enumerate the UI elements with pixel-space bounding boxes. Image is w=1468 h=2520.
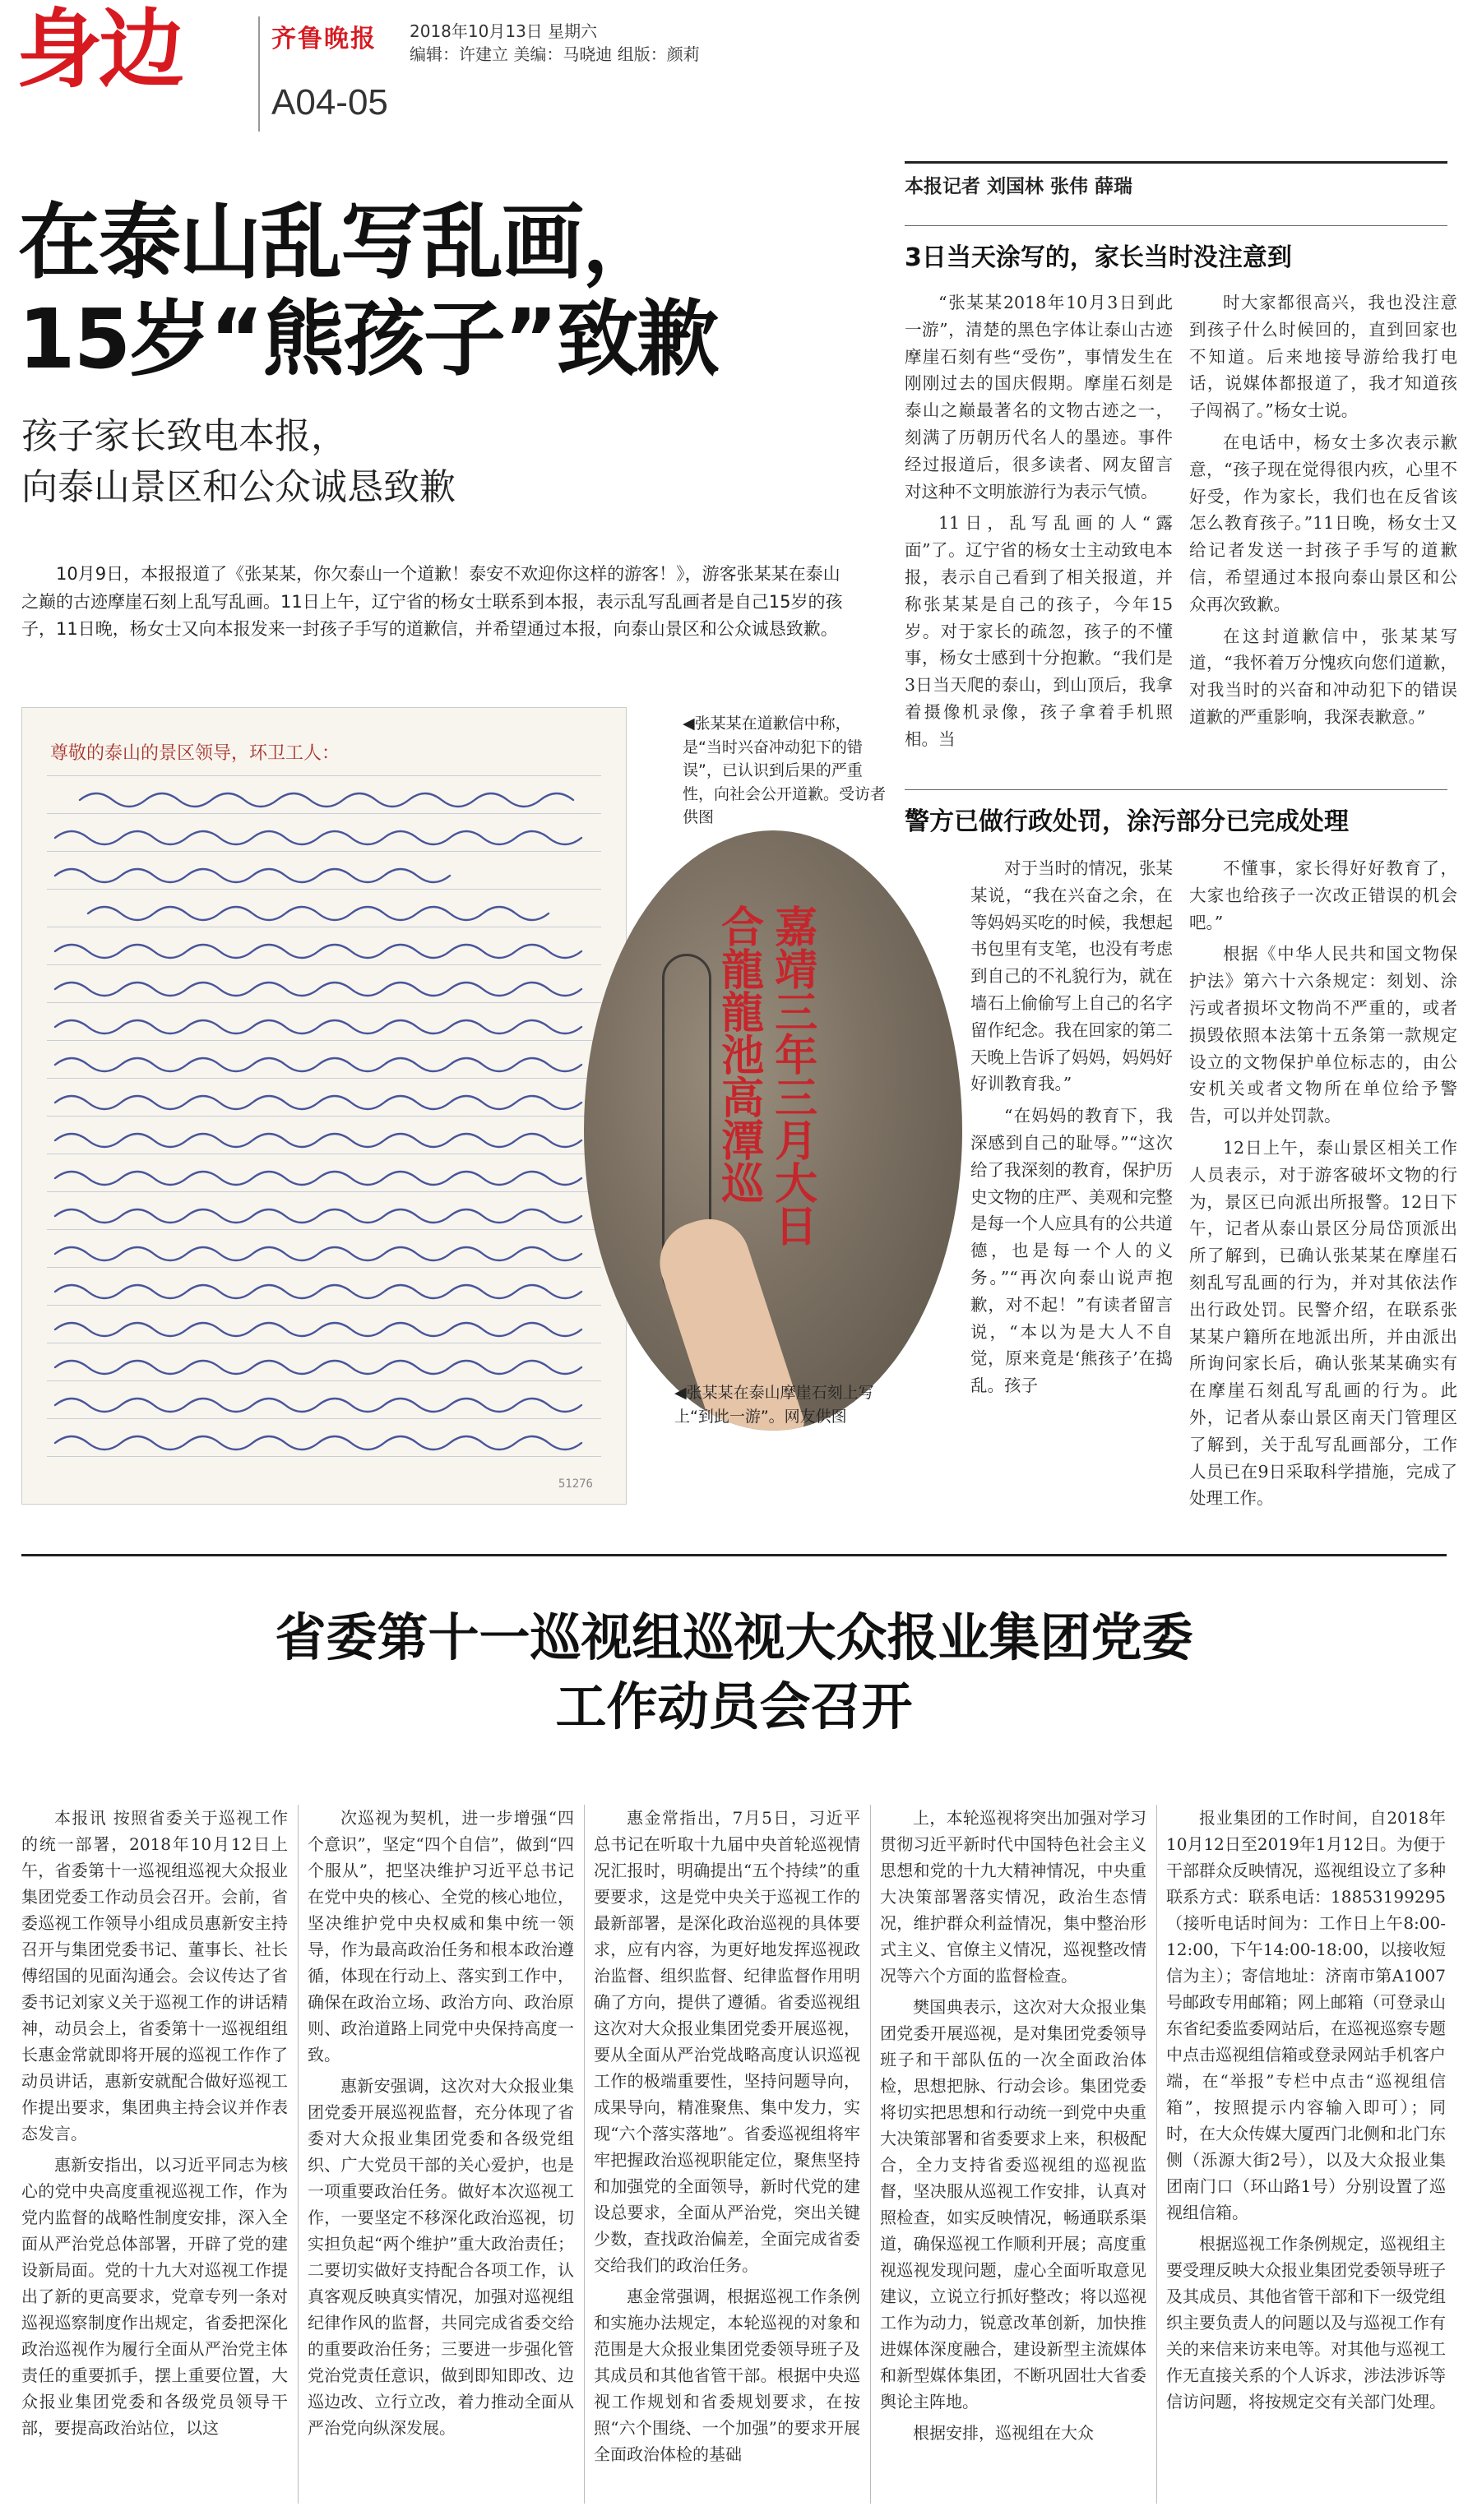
- story2-column-1: [21, 1805, 288, 2446]
- paragraph: “在妈妈的教育下，我深感到自己的耻辱。”“这次给了我深刻的教育，保护历史文物的庄严、美观和完整是每一个人应具有的公共道德，也是每一个人的义务。”“再次向泰山说声抱歉，对不起！”有读者留言说，“本以为是大人不自觉，原来竟是‘熊孩子’在捣乱。孩子: [970, 1106, 1173, 1396]
- story2-headline: [0, 1603, 1468, 1741]
- paragraph: 本报讯 按照省委关于巡视工作的统一部署，2018年10月12日上午，省委第十一巡视组巡视大众报业集团党委工作动员会召开。会前，省委巡视工作领导小组成员惠新安主持召开与集团党委书记、董事长、社长傅绍国的见面沟通会。会议传达了省委书记刘家义关于巡视工作的讲话精神，动员会上，省委第十一巡视组组长惠金常就即将开展的巡视工作作了动员讲话，惠新安就配合做好巡视工作提出要求，集团典主持会议并作表态发言。: [21, 1808, 288, 2143]
- issue-meta: [410, 20, 700, 66]
- section-title: 身边: [16, 0, 182, 99]
- rock-carving-text-2: 合龍龍池高潭巡: [713, 904, 764, 1204]
- byline: 本报记者 刘国林 张伟 薛瑞: [905, 176, 1133, 197]
- paragraph: 对于当时的情况，张某某说，“我在兴奋之余，在等妈妈买吃的时候，我想起书包里有支笔，也没有考虑到自己的不礼貌行为，就在墙石上偷偷写上自己的名字留作纪念。我在回家的第二天晚上告诉了妈妈，妈妈好好训教育我。”: [970, 858, 1173, 1094]
- headline: [18, 194, 718, 388]
- apology-letter-photo: [21, 707, 627, 1505]
- masthead-divider: [258, 16, 260, 132]
- paragraph: 惠新安指出，以习近平同志为核心的党中央高度重视巡视工作，作为党内监督的战略性制度安排，深入全面从严治党总体部署，开辟了党的建设新局面。党的十九大对巡视工作提出了新的更高要求，党章专列一条对巡视巡察制度作出规定，省委把深化政治巡视作为履行全面从严治党主体责任的重要抓手，摆上重要位置，大众报业集团党委和各级党员领导干部，要提高政治站位，以这: [21, 2155, 288, 2438]
- story2-top-rule: [21, 1554, 1447, 1556]
- rock-carving-text-1: 嘉靖三年三月大日: [766, 904, 817, 1246]
- paragraph: 不懂事，家长得好好教育了，大家也给孩子一次改正错误的机会吧。”: [1189, 858, 1457, 932]
- lede-paragraph: 10月9日，本报报道了《张某某，你欠泰山一个道歉！泰安不欢迎你这样的游客！》，游客张某某在泰山之巅的古迹摩崖石刻上乱写乱画。11日上午，辽宁省的杨女士联系到本报，表示乱写乱画者是自己15岁的孩子，11日晚，杨女士又向本报发来一封孩子手写的道歉信，并希望通过本报，向泰山景区和公众诚恳致歉。: [21, 564, 843, 640]
- section1-column-2: [1189, 289, 1457, 736]
- editors-line: 编辑：许建立 美编：马晓迪 组版：颜莉: [410, 44, 700, 64]
- paragraph: 根据安排，巡视组在大众: [913, 2423, 1094, 2443]
- section1-column-1: [905, 289, 1173, 758]
- letter-stamp: 51276: [558, 1477, 593, 1491]
- letter-salutation: 尊敬的泰山的景区领导，环卫工人：: [50, 743, 340, 764]
- page-number: A04-05: [271, 82, 388, 123]
- paragraph: 次巡视为契机，进一步增强“四个意识”，坚定“四个自信”，做到“四个服从”，把坚决维护习近平总书记在党中央的核心、全党的核心地位，坚决维护党中央权威和集中统一领导，作为最高政治任务和根本政治遵循，体现在行动上、落实到工作中，确保在政治立场、政治方向、政治原则、政治道路上同党中央保持高度一致。: [308, 1808, 574, 2065]
- paragraph: 在这封道歉信中，张某某写道，“我怀着万分愧疚向您们道歉，对我当时的兴奋和冲动犯下的错误道歉的严重影响，我深表歉意。”: [1189, 626, 1457, 727]
- section-heading-1: 3日当天涂写的，家长当时没注意到: [905, 237, 1447, 273]
- subhead: [21, 411, 456, 512]
- paragraph: 上，本轮巡视将突出加强对学习贯彻习近平新时代中国特色社会主义思想和党的十九大精神情况，中央重大决策部署落实情况，政治生态情况，维护群众利益情况，集中整治形式主义、官僚主义情况，巡视整改情况等六个方面的监督检查。: [880, 1808, 1146, 1986]
- headline-line-2: 15岁“熊孩子”致歉: [18, 291, 718, 387]
- rock-caption: ◀张某某在泰山摩崖石刻上写上“到此一游”。网友供图: [674, 1384, 874, 1426]
- paper-logo: 齐鲁晚报: [271, 25, 377, 53]
- paragraph: 根据巡视工作条例规定，巡视组主要受理反映大众报业集团党委领导班子及其成员、其他省管干部和下一级党组织主要负责人的问题以及与巡视工作有关的来信来访来电等。对其他与巡视工作无直接关系的个人诉求，涉法涉诉等信访问题，将按规定交有关部门处理。: [1166, 2234, 1446, 2411]
- story2-column-4: [880, 1805, 1146, 2451]
- byline-rule: [905, 161, 1447, 164]
- paragraph: 12日上午，泰山景区相关工作人员表示，对于游客破坏文物的行为，景区已向派出所报警。12日下午，记者从泰山景区分局岱顶派出所了解到，已确认张某某在摩崖石刻乱写乱画的行为，并对其依法作出行政处罚。民警介绍，在联系张某某户籍所在地派出所，并由派出所询问家长后，确认张某某确实有在摩崖石刻乱写乱画的行为。此外，记者从泰山景区南天门管理区了解到，关于乱写乱画部分，工作人员已在9日采取科学措施，完成了处理工作。: [1189, 1137, 1457, 1509]
- section2-column-1: [970, 855, 1173, 1404]
- masthead: [0, 0, 1468, 148]
- paragraph: 惠金常指出，7月5日，习近平总书记在听取十九届中央首轮巡视情况汇报时，明确提出“五个持续”的重要要求，这是党中央关于巡视工作的最新部署，是深化政治巡视的具体要求，应有内容，为更好地发挥巡视政治监督、组织监督、纪律监督作用明确了方向，提供了遵循。省委巡视组这次对大众报业集团党委开展巡视，要从全面从严治党战略高度认识巡视工作的极端重要性，坚持问题导向，成果导向，精准聚焦、集中发力，实现“六个落实落地”。省委巡视组将牢牢把握政治巡视职能定位，聚焦坚持和加强党的全面领导，新时代党的建设总要求，全面从严治党，突出关键少数，查找政治偏差，全面完成省委交给我们的政治任务。: [594, 1808, 860, 2275]
- paragraph: “张某某2018年10月3日到此一游”，清楚的黑色字体让泰山古迹摩崖石刻有些“受伤”，事情发生在刚刚过去的国庆假期。摩崖石刻是泰山之巅最著名的文物古迹之一，刻满了历朝历代名人的墨迹。事件经过报道后，很多读者、网友留言对这种不文明旅游行为表示气愤。: [905, 293, 1173, 502]
- handwriting-strokes: [22, 708, 627, 1505]
- paragraph: 报业集团的工作时间，自2018年10月12日至2019年1月12日。为便于干部群众反映情况，巡视组设立了多种联系方式：联系电话：18853199295（接听电话时间为：工作日上午8:00-12:00，下午14:00-18:00，以接收短信为主）；寄信地址：济南市第A1007号邮政专用邮箱；网上邮箱（可登录山东省纪委监委网站后，在巡视巡察专题中点击巡视组信箱或登录网站手机客户端，在“举报”专栏中点击“巡视组信箱”，按照提示内容输入即可）；同时，在大众传媒大厦西门北侧和北门东侧（泺源大街2号），以及大众报业集团南门口（环山路1号）分别设置了巡视组信箱。: [1166, 1808, 1446, 2222]
- date-line: 2018年10月13日 星期六: [410, 21, 598, 41]
- letter-caption: ◀张某某在道歉信中称，是“当时兴奋冲动犯下的错误”，已认识到后果的严重性，向社会公开道歉。受访者供图: [683, 714, 887, 826]
- section-heading-2: 警方已做行政处罚，涂污部分已完成处理: [905, 801, 1447, 837]
- paragraph: 樊国典表示，这次对大众报业集团党委开展巡视，是对集团党委领导班子和干部队伍的一次全面政治体检，思想把脉、行动会诊。集团党委将切实把思想和行动统一到党中央重大决策部署和省委要求上来，积极配合，全力支持省委巡视组的巡视监督，坚决服从巡视工作安排，认真对照检查，如实反映情况，畅通联系渠道，确保巡视工作顺利开展；高度重视巡视发现问题，虚心全面听取意见建议，立说立行抓好整改；将以巡视工作为动力，锐意改革创新，加快推进媒体深度融合，建设新型主流媒体和新型媒体集团，不断巩固壮大省委舆论主阵地。: [880, 1997, 1146, 2411]
- story2-column-3: [594, 1805, 860, 2472]
- paragraph: 时大家都很高兴，我也没注意到孩子什么时候回的，直到回家也不知道。后来地接导游给我打电话，说媒体都报道了，我才知道孩子闯祸了。”杨女士说。: [1189, 293, 1457, 421]
- subhead-line-1: 孩子家长致电本报，: [21, 415, 347, 457]
- rock-carving-photo: [584, 830, 962, 1431]
- story2-headline-line-1: 省委第十一巡视组巡视大众报业集团党委: [275, 1607, 1193, 1667]
- story2-column-2: [308, 1805, 574, 2446]
- paragraph: 根据《中华人民共和国文物保护法》第六十六条规定：刻划、涂污或者损坏文物尚不严重的，或者损毁依照本法第十五条第一款规定设立的文物保护单位标志的，由公安机关或者文物所在单位给予警告，可以并处罚款。: [1189, 944, 1457, 1126]
- paragraph: 惠金常强调，根据巡视工作条例和实施办法规定，本轮巡视的对象和范围是大众报业集团党委领导班子及其成员和其他省管干部。根据中央巡视工作规划和省委规划要求，在按照“六个围绕、一个加强”的要求开展全面政治体检的基础: [594, 2286, 860, 2464]
- story2-column-5: [1166, 1805, 1446, 2420]
- section2-column-2: [1189, 855, 1457, 1517]
- paragraph: 11日，乱写乱画的人“露面”了。辽宁省的杨女士主动致电本报，表示自己看到了相关报道，并称张某某是自己的孩子，今年15岁。对于家长的疏忽，孩子的不懂事，杨女士感到十分抱歉。“我们是3日当天爬的泰山，到山顶后，我拿着摄像机录像，孩子拿着手机照相。当: [905, 513, 1173, 749]
- subhead-line-2: 向泰山景区和公众诚恳致歉: [21, 465, 456, 508]
- headline-line-1: 在泰山乱写乱画，: [18, 194, 663, 290]
- paragraph: 惠新安强调，这次对大众报业集团党委开展巡视监督，充分体现了省委对大众报业集团党委和各级党组织、广大党员干部的关心爱护，也是一项重要政治任务。做好本次巡视工作，一要坚定不移深化政治巡视，切实担负起“两个维护”重大政治责任；二要切实做好支持配合各项工作，认真客观反映真实情况，加强对巡视组纪律作风的监督，共同完成省委交给的重要政治任务；三要进一步强化管党治党责任意识，做到即知即改、边巡边改、立行立改，着力推动全面从严治党向纵深发展。: [308, 2076, 574, 2438]
- paragraph: 在电话中，杨女士多次表示歉意，“孩子现在觉得很内疚，心里不好受，作为家长，我们也在反省该怎么教育孩子。”11日晚，杨女士又给记者发送一封孩子手写的道歉信，希望通过本报向泰山景区和公众再次致歉。: [1189, 432, 1457, 614]
- story2-headline-line-2: 工作动员会召开: [555, 1676, 913, 1736]
